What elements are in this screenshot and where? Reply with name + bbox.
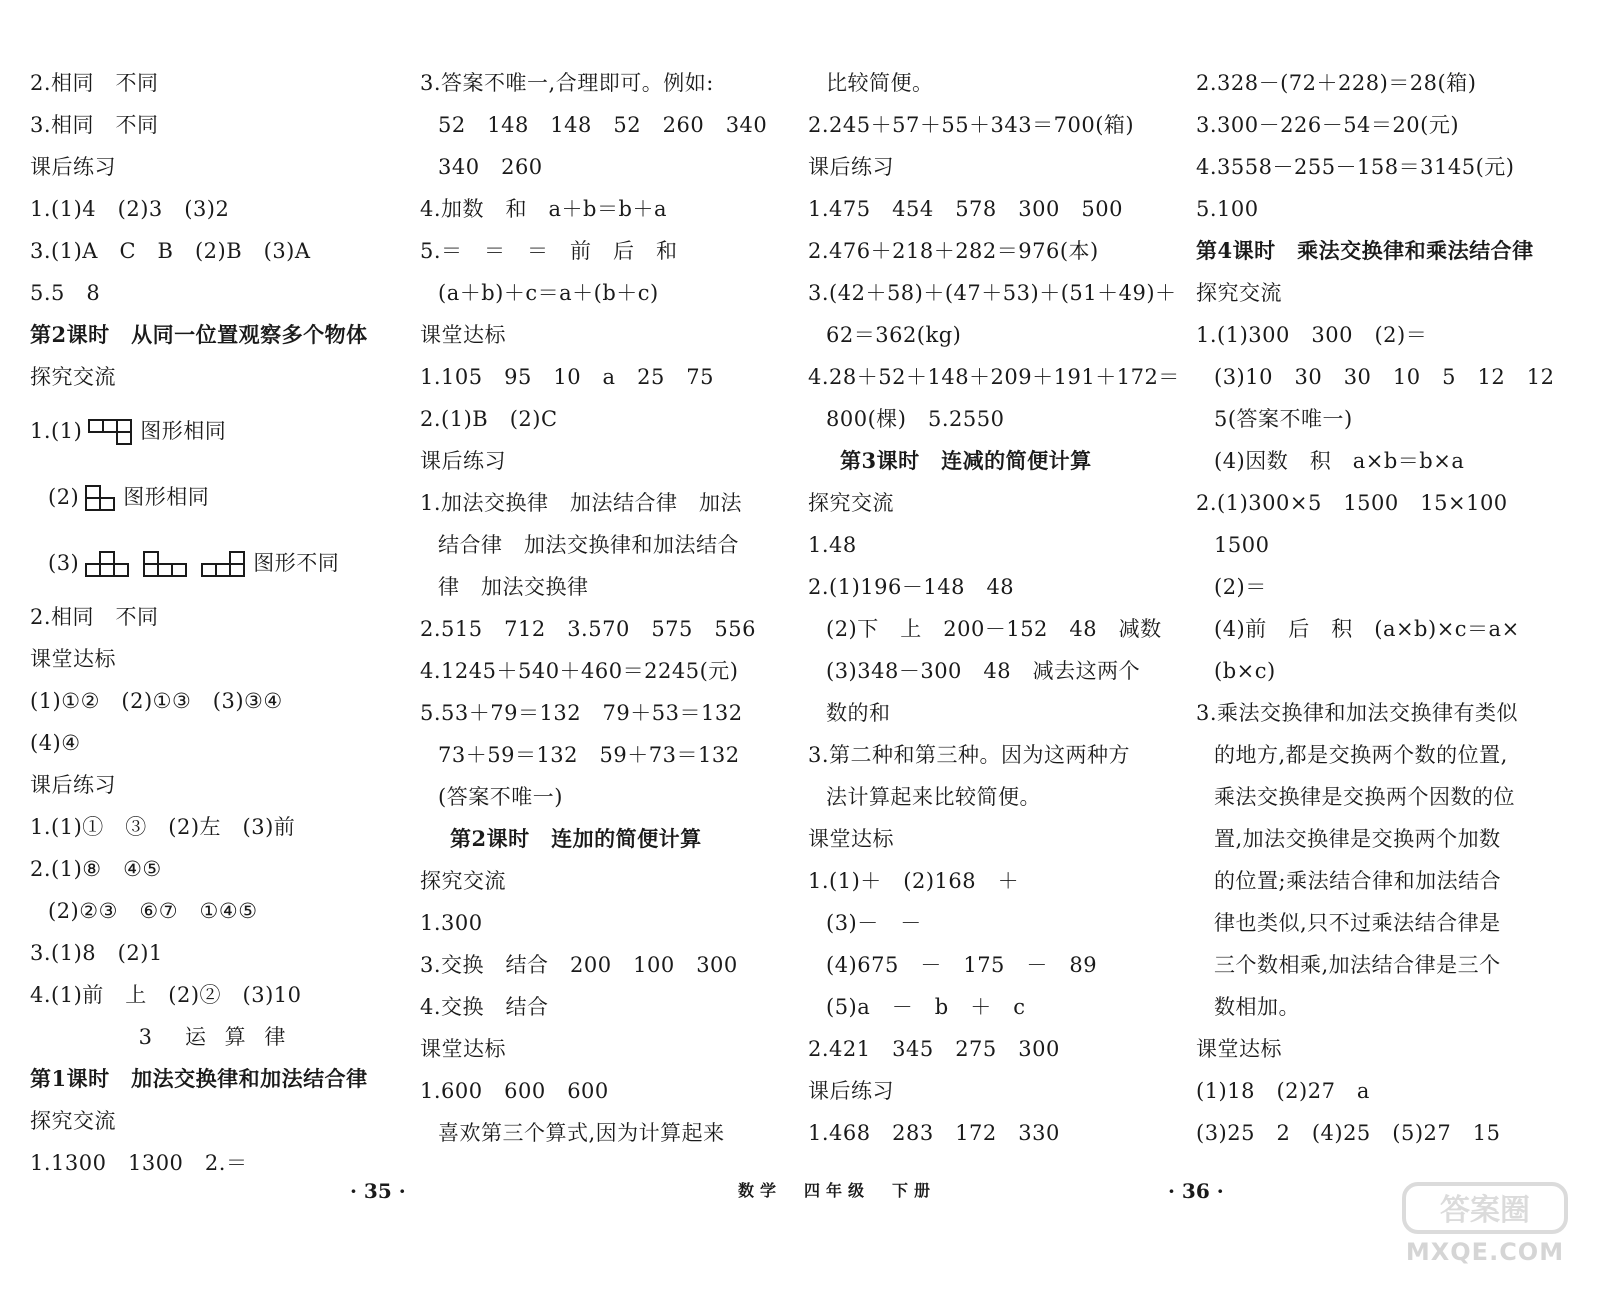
answer-line: (4)因数 积 a×b＝b×a [1214,449,1465,473]
answer-line: 4.加数 和 a＋b＝b＋a [420,197,667,221]
answer-line: 3.答案不唯一,合理即可。例如: [420,71,714,95]
answer-line: 4.交换 结合 [420,995,549,1019]
section-label: 探究交流 [30,1109,116,1133]
answer-line: (b×c) [1214,659,1276,683]
answer-line: 3.交换 结合 200 100 300 [420,953,738,977]
lesson-heading: 第2课时 从同一位置观察多个物体 [30,322,368,347]
page-number-left: · 35 · [350,1179,406,1203]
answer-line: 的地方,都是交换两个数的位置, [1214,743,1508,767]
unit-heading: 3 运 算 律 [138,1025,292,1049]
section-label: 课堂达标 [420,323,506,347]
answer-line: 置,加法交换律是交换两个加数 [1214,827,1501,851]
section-label: 课后练习 [420,449,506,473]
answer-line: 52 148 148 52 260 340 [438,113,768,137]
answer-line: 3.(1)A C B (2)B (3)A [30,239,311,263]
block-view-figure-3b [143,551,189,579]
section-label: 探究交流 [30,365,116,389]
answer-line: 4.1245＋540＋460＝2245(元) [420,659,739,683]
answer-line: 4.3558－255－158＝3145(元) [1196,155,1515,179]
answer-line-figure-3 [30,530,400,596]
answer-line: 2.(1)196－148 48 [808,575,1015,599]
section-label: 课堂达标 [30,647,116,671]
answer-line: 1.(1)① ③ (2)左 (3)前 [30,815,296,839]
answer-line: 3.300－226－54＝20(元) [1196,113,1460,137]
answer-line: 5.100 [1196,197,1259,221]
answer-line: 4.28＋52＋148＋209＋191＋172＝ [808,365,1180,389]
answer-text: 图形不同 [253,551,340,575]
answer-line: 1.(1)4 (2)3 (3)2 [30,197,230,221]
answer-line: 比较简便。 [826,71,934,95]
block-view-figure-1 [88,419,134,447]
answer-line: 1.468 283 172 330 [808,1121,1060,1145]
answer-line: (3)25 2 (4)25 (5)27 15 [1196,1121,1501,1145]
section-label: 探究交流 [420,869,506,893]
answer-line: 73＋59＝132 59＋73＝132 [438,743,740,767]
answer-line: 2.421 345 275 300 [808,1037,1060,1061]
answer-prefix: (3) [48,551,80,575]
answer-line: 5.＝ ＝ ＝ 前 后 和 [420,239,678,263]
answer-text: 图形相同 [123,485,210,509]
block-view-figure-3c [201,551,247,579]
answer-line: 5(答案不唯一) [1214,407,1353,431]
watermark-brand: 答案圈 [1440,1193,1530,1228]
block-view-figure-3a [85,551,131,579]
answer-line: 3.相同 不同 [30,113,159,137]
answer-text: 图形相同 [140,419,227,443]
section-label: 课后练习 [30,773,116,797]
answer-line: (5)a － b ＋ c [826,995,1026,1019]
answer-line: (答案不唯一) [438,785,563,809]
section-label: 探究交流 [1196,281,1282,305]
answer-line: (2)＝ [1214,575,1267,599]
answer-line: 律 加法交换律 [438,575,589,599]
answer-line: 1.600 600 600 [420,1079,609,1103]
answer-line: 5.53＋79＝132 79＋53＝132 [420,701,743,725]
answer-line: 3.第二种和第三种。因为这两种方 [808,743,1131,767]
answer-line: 2.515 712 3.570 575 556 [420,617,756,641]
answer-line: 乘法交换律是交换两个因数的位 [1214,785,1515,809]
lesson-heading: 第1课时 加法交换律和加法结合律 [30,1066,368,1091]
answer-line: 3.乘法交换律和加法交换律有类似 [1196,701,1519,725]
section-label: 课堂达标 [808,827,894,851]
answer-line: 三个数相乘,加法结合律是三个 [1214,953,1501,977]
section-label: 探究交流 [808,491,894,515]
section-label: 课堂达标 [420,1037,506,1061]
answer-line: 2.(1)300×5 1500 15×100 [1196,491,1508,515]
answer-prefix: (2) [48,485,80,509]
answer-line: (4)④ [30,731,81,755]
watermark-url: MXQE.COM [1405,1238,1565,1266]
answer-line: 1.475 454 578 300 500 [808,197,1123,221]
answer-line: 1.300 [420,911,483,935]
answer-line: 2.476＋218＋282＝976(本) [808,239,1099,263]
lesson-heading: 第3课时 连减的简便计算 [840,448,1092,473]
answer-line: 2.(1)B (2)C [420,407,558,431]
answer-line: 2.相同 不同 [30,71,159,95]
section-label: 课堂达标 [1196,1037,1282,1061]
section-label: 课后练习 [808,155,894,179]
answer-line: 1500 [1214,533,1270,557]
answer-line: 2.245＋57＋55＋343＝700(箱) [808,113,1135,137]
answer-line: 5.5 8 [30,281,101,305]
lesson-heading: 第2课时 连加的简便计算 [450,826,702,851]
column-4 [1196,62,1576,1154]
lesson-heading: 第4课时 乘法交换律和乘法结合律 [1196,238,1534,263]
answer-line: 的位置;乘法结合律和加法结合 [1214,869,1502,893]
answer-line: 3.(42＋58)＋(47＋53)＋(51＋49)＋ [808,281,1177,305]
section-label: 课后练习 [808,1079,894,1103]
answer-line: 律也类似,只不过乘法结合律是 [1214,911,1501,935]
answer-line: 1.(1)＋ (2)168 ＋ [808,869,1020,893]
answer-line: 62＝362(kg) [826,323,962,347]
answer-line: 1.48 [808,533,857,557]
answer-line-figure-2 [30,464,400,530]
answer-line: 数的和 [826,701,891,725]
answer-line: 1.加法交换律 加法结合律 加法 [420,491,743,515]
answer-line: 喜欢第三个算式,因为计算起来 [438,1121,725,1145]
answer-line: (2)下 上 200－152 48 减数 [826,617,1162,641]
answer-line: 4.(1)前 上 (2)② (3)10 [30,983,302,1007]
answer-line: (4)675 － 175 － 89 [826,953,1098,977]
watermark-badge-icon [1400,1178,1570,1238]
block-view-figure-2 [85,485,117,513]
answer-line: (3)348－300 48 减去这两个 [826,659,1141,683]
answer-line: 法计算起来比较简便。 [826,785,1041,809]
answer-line: 340 260 [438,155,543,179]
answer-line: 结合律 加法交换律和加法结合 [438,533,739,557]
answer-line: 800(棵) 5.2550 [826,407,1005,431]
answer-line: (2)②③ ⑥⑦ ①④⑤ [48,899,258,923]
watermark-logo [1400,1178,1570,1278]
answer-line: 2.(1)⑧ ④⑤ [30,857,162,881]
page-number-right: · 36 · [1168,1179,1224,1203]
answer-line: 2.相同 不同 [30,605,159,629]
column-3 [808,62,1178,1154]
answer-line: 2.328－(72＋228)＝28(箱) [1196,71,1477,95]
answer-line: 3.(1)8 (2)1 [30,941,163,965]
answer-line: 1.1300 1300 2.＝ [30,1151,248,1175]
answer-line: 1.(1)300 300 (2)＝ [1196,323,1428,347]
answer-line: 1.105 95 10 a 25 75 [420,365,715,389]
answer-line: (a＋b)＋c＝a＋(b＋c) [438,281,659,305]
section-label: 课后练习 [30,155,116,179]
answer-prefix: 1.(1) [30,419,83,443]
answer-line: (3)－ － [826,911,922,935]
column-2 [420,62,790,1154]
answer-line: (1)18 (2)27 a [1196,1079,1370,1103]
book-title: 数学 四年级 下册 [738,1181,937,1200]
answer-line-figure-1 [30,398,400,464]
answer-line: 数相加。 [1214,995,1300,1019]
column-1 [30,62,400,1184]
answer-line: (4)前 后 积 (a×b)×c＝a× [1214,617,1520,641]
answer-line: (1)①② (2)①③ (3)③④ [30,689,283,713]
answer-line: (3)10 30 30 10 5 12 12 [1214,365,1555,389]
